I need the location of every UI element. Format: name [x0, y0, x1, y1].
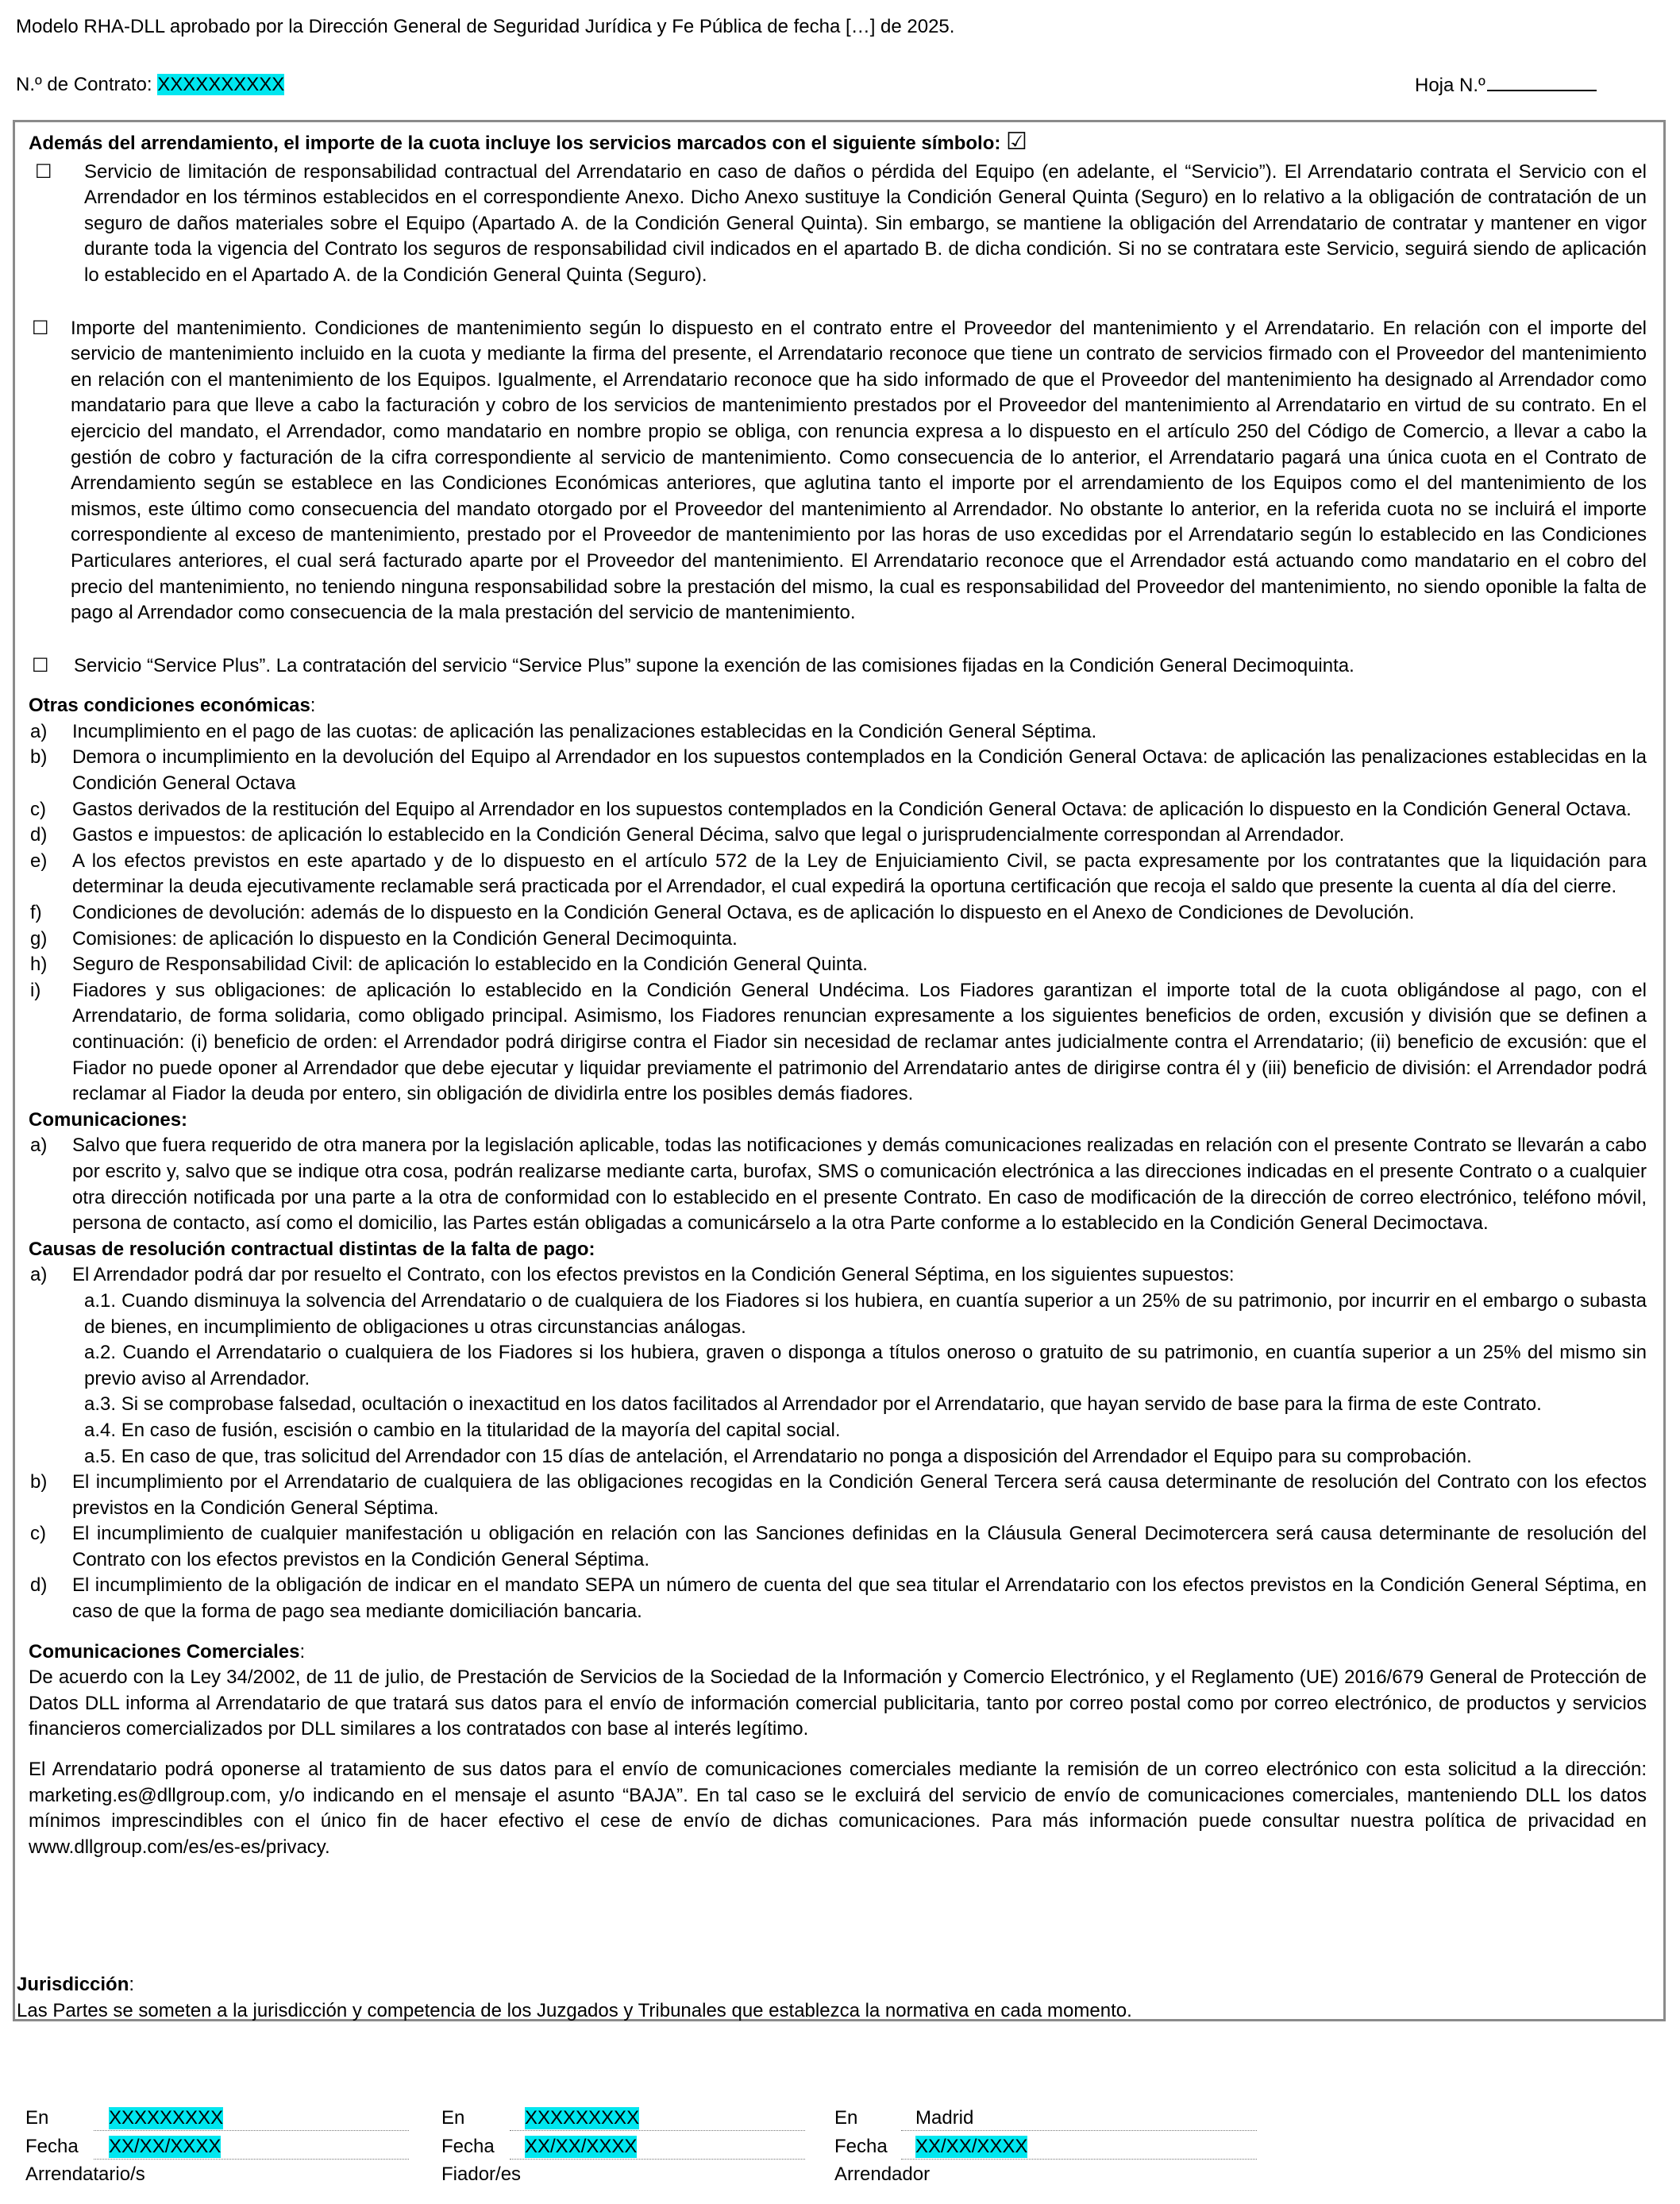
- list-item: e) A los efectos previstos en este apartado y de lo dispuesto en el artículo 572 de la Ley de Enjuiciamiento Civil, se pacta expresamente por los contratantes que la liquidación para determinar la deuda ejecutivamente reclamable será practicada por el Arrendador, el cual expedirá la oportuna certificación que recoja el saldo que presente la cuenta al día del cierre.: [30, 850, 1647, 898]
- comerciales-paragraph-2: El Arrendatario podrá oponerse al tratamiento de sus datos para el envío de comunicaciones comerciales mediante la remisión de un correo electrónico con esta solicitud a la dirección: marketing.es@dllgroup.com, y/o indicando en el mensaje el asunto “BAJA”. En tal caso se le excluirá del servicio de envío de comunicaciones comerciales, manteniendo DLL los datos mínimos imprescindibles con el único fin de hacer efectivo el cese de envío de dichas comunicaciones. Para más información puede consultar nuestra política de privacidad en www.dllgroup.com/es/es-es/privacy.: [29, 1759, 1647, 1858]
- list-item: h) Seguro de Responsabilidad Civil: de aplicación lo establecido en la Condición General Quinta.: [30, 954, 868, 976]
- list-item: b) Demora o incumplimiento en la devolución del Equipo al Arrendador en los supuestos contemplados en la Condición General Octava: de aplicación las penalizaciones establecidas en la Condición General Octava: [30, 746, 1647, 795]
- list-item: c) El incumplimiento de cualquier manifestación u obligación en relación con las Sanciones definidas en la Cláusula General Decimotercera será causa determinante de resolución del Contrato con los efectos previstos en la Condición General Séptima.: [30, 1523, 1647, 1570]
- contract-label: N.º de Contrato:: [16, 74, 152, 95]
- signer-role: Fiador/es: [441, 2164, 522, 2185]
- place-field[interactable]: XXXXXXXXX: [525, 2107, 640, 2129]
- services-heading: Además del arrendamiento, el importe de la cuota incluye los servicios marcados con el siguiente símbolo: ☑: [29, 129, 1027, 155]
- sub-item: a.3. Si se comprobase falsedad, ocultación o inexactitud en los datos facilitados al Arrendador por el Arrendatario, que hayan servido de base para la firma de este Contrato.: [84, 1393, 1542, 1416]
- date-field[interactable]: XX/XX/XXXX: [109, 2136, 222, 2157]
- jurisdiccion-text: Las Partes se someten a la jurisdicción y competencia de los Juzgados y Tribunales que establezca la normativa en cada momento.: [17, 1999, 1132, 2021]
- comunicaciones-list: [29, 1133, 1647, 1236]
- list-item: b) El incumplimiento por el Arrendatario de cualquiera de las obligaciones recogidas en la Condición General Tercera será causa determinante de resolución del Contrato con los efectos previstos en la Condición General Séptima.: [30, 1471, 1647, 1519]
- signer-role: Arrendatario/s: [25, 2164, 145, 2185]
- place-field[interactable]: Madrid: [915, 2107, 974, 2129]
- jurisdiccion-heading: Jurisdicción:: [17, 1974, 135, 1995]
- sub-item: a.5. En caso de que, tras solicitud del Arrendador con 15 días de antelación, el Arrendatario no ponga a disposición del Arrendador el Equipo para su comprobación.: [84, 1445, 1472, 1467]
- list-item: a) Salvo que fuera requerido de otra manera por la legislación aplicable, todas las notificaciones y demás comunicaciones realizadas en relación con el presente Contrato se llevarán a cabo por escrito y, salvo que se indique otra cosa, podrán realizarse mediante carta, burofax, SMS o comunicación electrónica a las direcciones indicadas en el presente Contrato o a cualquier otra dirección notificada por una parte a la otra de conformidad con lo establecido en el presente Contrato. En caso de modificación de la dirección de correo electrónico, teléfono móvil, persona de contacto, así como el domicilio, las Partes están obligadas a comunicárselo a la otra Parte conforme a lo establecido en la Condición General Decimoctava.: [30, 1135, 1647, 1235]
- comerciales-paragraph-1: De acuerdo con la Ley 34/2002, de 11 de julio, de Prestación de Servicios de la Sociedad de la Información y Comercio Electrónico, y el Reglamento (UE) 2016/679 General de Protección de Datos DLL informa al Arrendatario de que tratará sus datos para el envío de información comercial publicitaria, tanto por correo postal como por correo electrónico, de productos y servicios financieros comercializados por DLL similares a los contratados con base al interés legítimo.: [29, 1666, 1647, 1740]
- conditions-content: [29, 131, 1647, 1860]
- otras-list: [29, 719, 1647, 1108]
- sub-item: a.2. Cuando el Arrendatario o cualquiera de los Fiadores si los hubiera, graven o disponga a títulos oneroso o gratuito de su patrimonio, en cuantía superior a un 25% del mismo sin previo aviso al Arrendador.: [84, 1342, 1647, 1389]
- causas-heading: Causas de resolución contractual distintas de la falta de pago:: [29, 1238, 595, 1260]
- sheet-label: Hoja N.º: [1415, 75, 1485, 96]
- checkbox-icon[interactable]: ☐: [32, 317, 49, 339]
- otras-heading: Otras condiciones económicas:: [29, 695, 316, 717]
- list-item: a) El Arrendador podrá dar por resuelto el Contrato, con los efectos previstos en la Condición General Séptima, en los siguientes supuestos:: [30, 1264, 1235, 1286]
- model-approval-text: Modelo RHA-DLL aprobado por la Dirección General de Seguridad Jurídica y Fe Pública de fecha […] de 2025.: [16, 16, 955, 37]
- service-item-service-plus: ☐ Servicio “Service Plus”. La contratación del servicio “Service Plus” supone la exención de las comisiones fijadas en la Condición General Decimoquinta.: [29, 653, 1647, 680]
- causas-list: [29, 1262, 1647, 1624]
- date-field[interactable]: XX/XX/XXXX: [525, 2136, 638, 2157]
- list-item: i) Fiadores y sus obligaciones: de aplicación lo establecido en la Condición General Undécima. Los Fiadores garantizan el importe total de la cuota obligándose al pago, con el Arrendatario, de forma solidaria, como obligado principal. Asimismo, los Fiadores renuncian expresamente a los siguientes beneficios de orden, excusión y división que se definen a continuación: (i) beneficio de orden: el Arrendador podrá dirigirse contra el Fiador sin necesidad de reclamar antes judicialmente contra el Arrendatario; (ii) beneficio de excusión: que el Fiador no puede oponer al Arrendador que debe ejecutar y liquidar previamente el patrimonio del Arrendatario antes de dirigirse contra él y (iii) beneficio de división: el Arrendador podrá reclamar al Fiador la deuda por entero, sin obligación de dividirla entre los posibles demás fiadores.: [30, 979, 1647, 1105]
- sub-item: a.4. En caso de fusión, escisión o cambio en la titularidad de la mayoría del capital social.: [84, 1419, 841, 1441]
- list-item: d) Gastos e impuestos: de aplicación lo establecido en la Condición General Décima, salvo que legal o jurisprudencialmente correspondan al Arrendador.: [30, 824, 1345, 846]
- contract-value[interactable]: XXXXXXXXXX: [157, 74, 285, 95]
- list-item: d) El incumplimiento de la obligación de indicar en el mandato SEPA un número de cuenta del que sea titular el Arrendatario con los efectos previstos en la Condición General Séptima, en caso de que la forma de pago sea mediante domiciliación bancaria.: [30, 1574, 1647, 1623]
- sheet-number-field[interactable]: [1487, 74, 1597, 91]
- checkbox-icon[interactable]: ☐: [32, 654, 49, 676]
- sheet-number: [1415, 74, 1597, 97]
- date-field[interactable]: XX/XX/XXXX: [915, 2136, 1028, 2157]
- service-item-liability: ☐ Servicio de limitación de responsabilidad contractual del Arrendatario en caso de daños o pérdida del Equipo (en adelante, el “Servicio”). El Arrendatario contrata el Servicio con el Arrendador en los términos establecidos en el correspondiente Anexo. Dicho Anexo sustituye la Condición General Quinta (Seguro) en lo relativo a la obligación de contratación de un seguro de daños materiales sobre el Equipo (Apartado A. de la Condición General Quinta). Sin embargo, se mantiene la obligación del Arrendatario de contratar y mantener en vigor durante toda la vigencia del Contrato los seguros de responsabilidad civil indicados en el apartado B. de dicha condición. Si no se contratara este Servicio, seguirá siendo de aplicación lo establecido en el Apartado A. de la Condición General Quinta (Seguro).: [35, 160, 1647, 286]
- checkbox-icon[interactable]: ☐: [35, 160, 52, 183]
- jurisdiccion-section: [17, 1972, 1652, 2024]
- contract-number: [16, 74, 284, 96]
- service-item-maintenance: ☐ Importe del mantenimiento. Condiciones de mantenimiento según lo dispuesto en el contrato entre el Proveedor del mantenimiento y el Arrendatario. En relación con el importe del servicio de mantenimiento incluido en la cuota y mediante la firma del presente, el Arrendatario reconoce que tiene un contrato de servicios firmado con el Proveedor del mantenimiento en relación con el mantenimiento de los Equipos. Igualmente, el Arrendatario reconoce que ha sido informado de que el Proveedor del mantenimiento ha designado al Arrendador como mandatario para que lleve a cabo la facturación y cobro de los servicios de mantenimiento prestados por el Proveedor del mantenimiento al Arrendatario en virtud de su contrato. En el ejercicio del mandato, el Arrendador, como mandatario en nombre propio se obliga, con renuncia expresa a lo dispuesto en el artículo 250 del Código de Comercio, a llevar a cabo la gestión de cobro y facturación de la cifra correspondiente al servicio de mantenimiento. Como consecuencia de lo anterior, el Arrendatario pagará una única cuota en el Contrato de Arrendamiento según se establece en las Condiciones Económicas anteriores, que aglutina tanto el importe por el arrendamiento de los Equipos como el del mantenimiento de los mismos, este último como consecuencia del mandato otorgado por el Proveedor del mantenimiento al Arrendador. No obstante lo anterior, en la referida cuota no se incluirá el importe correspondiente al exceso de mantenimiento, prestado por el Proveedor de mantenimiento por las horas de uso excedidas por el Arrendatario según lo establecido en las Condiciones Particulares anteriores, el cual será facturado aparte por el Proveedor del mantenimiento. El Arrendatario reconoce que el Arrendador está actuando como mandatario en el cobro del precio del mantenimiento, no teniendo ninguna responsabilidad sobre la prestación del mismo, la cual es responsabilidad del Proveedor del mantenimiento, no siendo oponible la falta de pago al Arrendador como consecuencia de la mala prestación del servicio de mantenimiento.: [32, 317, 1647, 624]
- checked-box-icon: ☑: [1006, 129, 1027, 155]
- comunicaciones-heading: Comunicaciones:: [29, 1108, 188, 1131]
- list-item: f) Condiciones de devolución: además de lo dispuesto en la Condición General Octava, es de aplicación lo dispuesto en el Anexo de Condiciones de Devolución.: [30, 902, 1415, 924]
- list-item: g) Comisiones: de aplicación lo dispuesto en la Condición General Decimoquinta.: [30, 927, 738, 950]
- signer-role: Arrendador: [834, 2164, 931, 2185]
- place-field[interactable]: XXXXXXXXX: [109, 2107, 224, 2129]
- list-item: c) Gastos derivados de la restitución del Equipo al Arrendador en los supuestos contemplados en la Condición General Octava: de aplicación lo dispuesto en la Condición General Octava.: [30, 798, 1632, 820]
- sub-item: a.1. Cuando disminuya la solvencia del Arrendatario o de cualquiera de los Fiadores si los hubiera, en cuantía superior a un 25% de su patrimonio, por incurrir en el embargo o subasta de bienes, en incumplimiento de obligaciones u otras circunstancias análogas.: [84, 1289, 1647, 1338]
- causas-sublist: [29, 1289, 1647, 1470]
- comerciales-heading: Comunicaciones Comerciales:: [29, 1640, 306, 1663]
- list-item: a) Incumplimiento en el pago de las cuotas: de aplicación las penalizaciones establecidas en la Condición General Séptima.: [30, 720, 1097, 742]
